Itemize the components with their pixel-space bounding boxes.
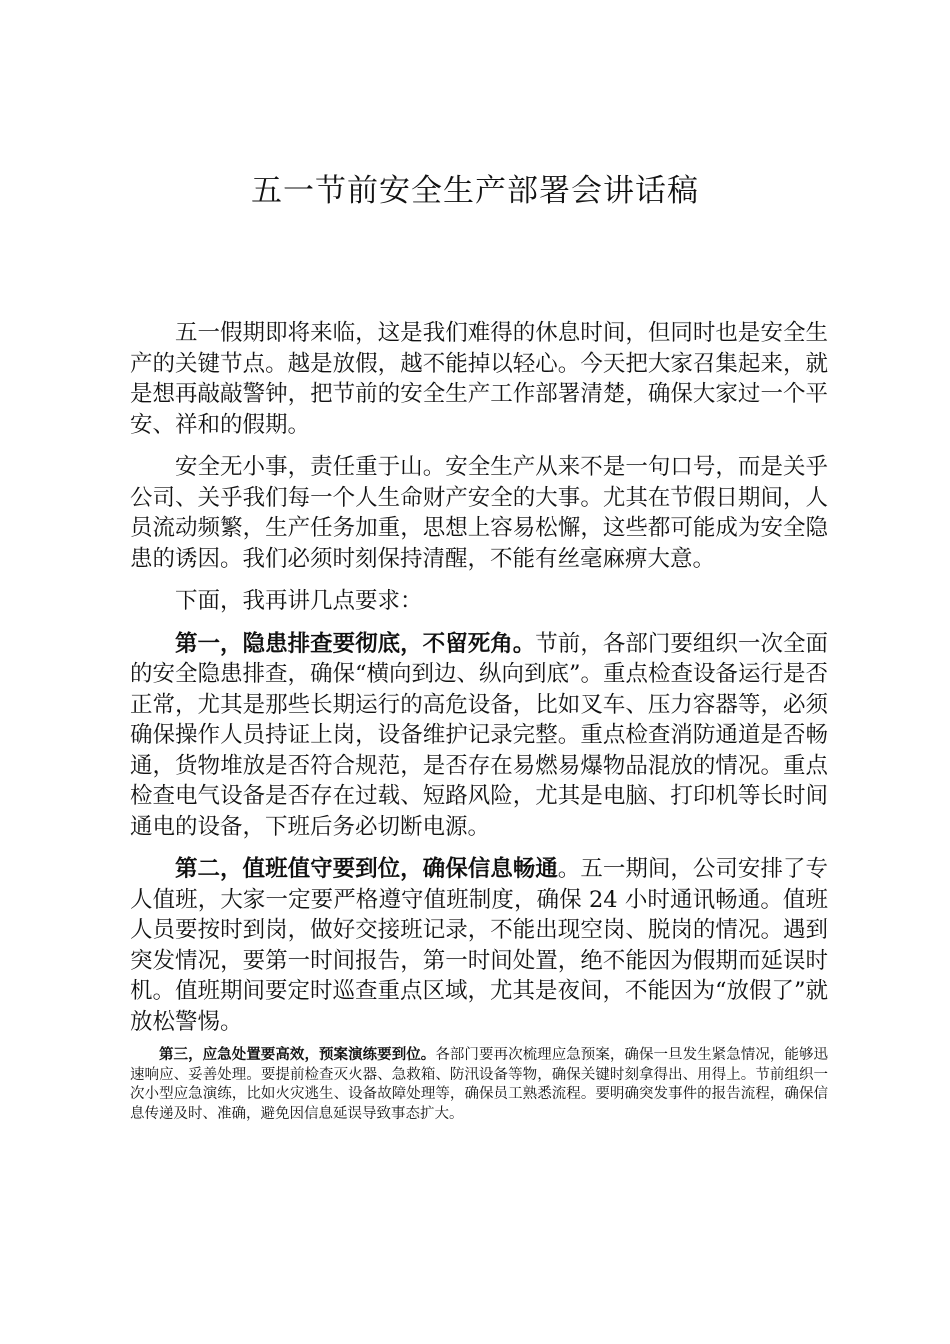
paragraph-safety-importance (130, 452, 828, 574)
paragraph-text: 五一假期即将来临，这是我们难得的休息时间，但同时也是安全生产的关键节点。越是放假，越不能掉以轻心。今天把大家召集起来，就是想再敲敲警钟，把节前的安全生产工作部署清楚，确保大家过一个平安、祥和的假期。 (130, 320, 828, 438)
paragraph-intro (130, 318, 828, 440)
paragraph-lead-heading: 第三，应急处置要高效，预案演练要到位。 (159, 1046, 436, 1063)
paragraph-text: 各部门要再次梳理应急预案，确保一旦发生紧急情况，能够迅速响应、妥善处理。要提前检查灭火器、急救箱、防汛设备等物，确保关键时刻拿得出、用得上。节前组织一次小型应急演练，比如火灾逃生、设备故障处理等，确保员工熟悉流程。要明确突发事件的报告流程，确保信息传递及时、准确，避免因信息延误导致事态扩大。 (130, 1047, 828, 1122)
document-title: 五一节前安全生产部署会讲话稿 (251, 173, 699, 209)
paragraph-text: 安全无小事，责任重于山。安全生产从来不是一句口号，而是关乎公司、关乎我们每一个人生命财产安全的大事。尤其在节假日期间，人员流动频繁，生产任务加重，思想上容易松懈，这些都可能成为安全隐患的诱因。我们必须时刻保持清醒，不能有丝毫麻痹大意。 (130, 454, 828, 572)
paragraph-requirements-intro (130, 586, 828, 617)
paragraph-requirement-1 (130, 629, 828, 843)
paragraph-text: 下面，我再讲几点要求： (175, 588, 423, 614)
paragraph-lead-heading: 第二，值班值守要到位，确保信息畅通 (175, 856, 558, 882)
paragraph-text: 节前，各部门要组织一次全面的安全隐患排查，确保“横向到边、纵向到底”。重点检查设备运行是否正常，尤其是那些长期运行的高危设备，比如叉车、压力容器等，必须确保操作人员持证上岗，设备维护记录完整。重点检查消防通道是否畅通，货物堆放是否符合规范，是否存在易燃易爆物品混放的情况。重点检查电气设备是否存在过载、短路风险，尤其是电脑、打印机等长时间通电的设备，下班后务必切断电源。 (130, 630, 829, 840)
paragraph-text: 。五一期间，公司安排了专人值班，大家一定要严格遵守值班制度，确保 24 小时通讯畅通。值班人员要按时到岗，做好交接班记录，不能出现空岗、脱岗的情况。遇到突发情况，要第一时间报告，第一时间处置，绝不能因为假期而延误时机。值班期间要定时巡查重点区域，尤其是夜间，不能因为“放假了”就放松警惕。 (130, 856, 829, 1035)
paragraph-lead-heading: 第一，隐患排查要彻底，不留死角。 (175, 630, 536, 657)
document-body (130, 318, 828, 1124)
paragraph-requirement-3 (130, 1045, 828, 1124)
paragraph-requirement-2 (130, 854, 828, 1037)
